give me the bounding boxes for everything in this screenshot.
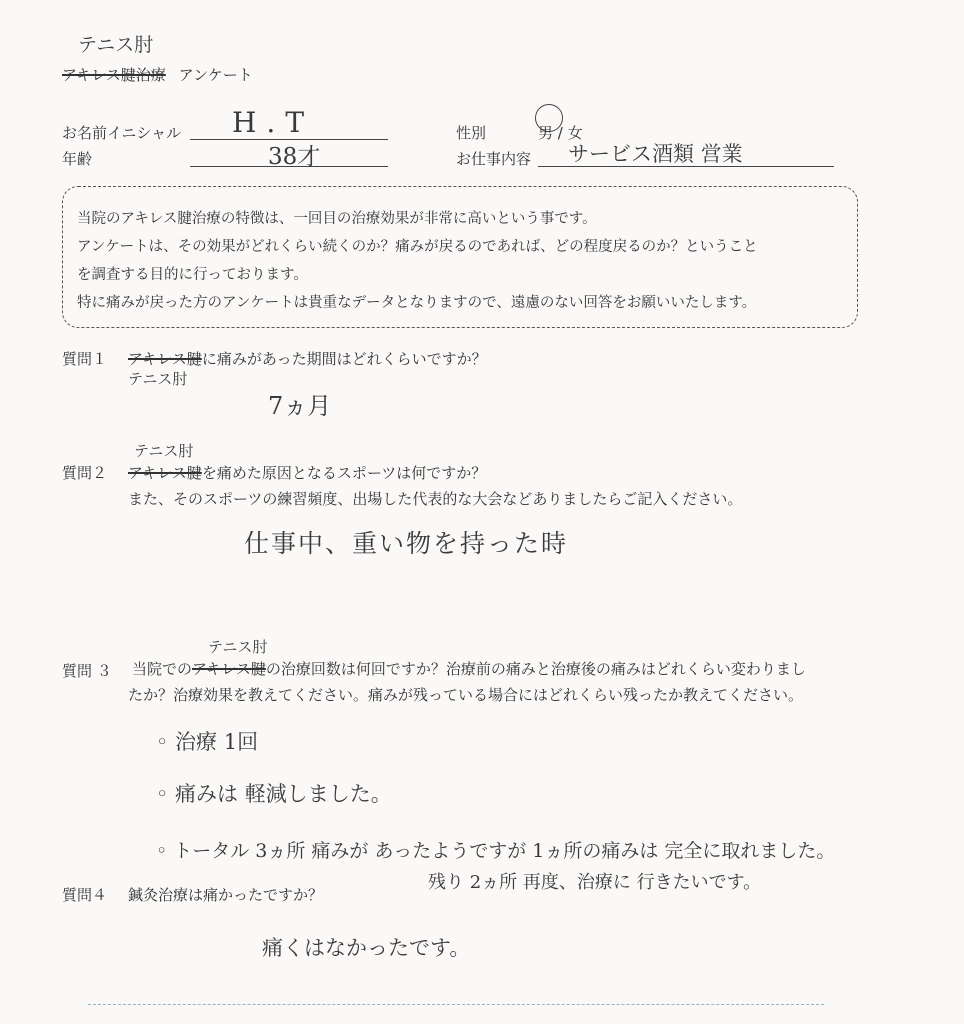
- q2-struck-text: アキレス腱: [128, 464, 202, 482]
- job-value: サービス酒類 営業: [568, 142, 743, 166]
- q1-correction: テニス肘: [128, 370, 188, 388]
- q4-answer: 痛くはなかったです。: [262, 936, 471, 960]
- gender-label: 性別: [456, 124, 487, 142]
- q3-question-line-2: たか？治療効果を教えてください。痛みが残っている場合にはどれくらい残ったか教えてください。: [128, 686, 804, 704]
- title-suffix: アンケート: [178, 66, 253, 84]
- q2-question-line-2: また、そのスポーツの練習頻度、出場した代表的な大会などありましたらご記入ください。: [128, 490, 743, 508]
- age-underline: [190, 166, 388, 167]
- gender-separator: /: [557, 124, 563, 142]
- title-correction: テニス肘: [78, 34, 154, 56]
- title-struck-text: アキレス腱治療: [62, 66, 166, 84]
- q2-text: を痛めた原因となるスポーツは何ですか？: [201, 464, 487, 482]
- q1-text: に痛みがあった期間はどれくらいですか？: [201, 350, 487, 368]
- q2-label: 質問２: [62, 464, 108, 482]
- q3-question: [132, 658, 806, 679]
- q3-prefix: 当院での: [132, 660, 193, 678]
- q2-question: [128, 462, 486, 483]
- q1-answer: 7ヵ月: [268, 392, 332, 420]
- notice-line-1: 当院のアキレス腱治療の特徴は、一回目の治療効果が非常に高いという事です。: [77, 211, 597, 227]
- notice-box: [62, 186, 858, 328]
- q2-answer: 仕事中、重い物を持った時: [244, 529, 569, 558]
- q4-question: 鍼灸治療は痛かったですか？: [128, 886, 324, 904]
- q3-answer-3: ◦ トータル 3ヵ所 痛みが あったようですが 1ヵ所の痛みは 完全に取れました。: [156, 840, 836, 862]
- job-underline: [538, 166, 834, 167]
- q4-label: 質問４: [62, 886, 108, 904]
- gender-female: 女: [567, 124, 583, 142]
- age-label: 年齢: [62, 150, 93, 168]
- age-value: 38才: [268, 144, 321, 170]
- page-title: [62, 64, 253, 85]
- notice-line-3: を調査する目的に行っております。: [77, 267, 308, 283]
- q1-struck-text: アキレス腱: [128, 350, 202, 368]
- q1-label: 質問１: [62, 350, 108, 368]
- job-label: お仕事内容: [456, 150, 532, 168]
- initials-label: お名前イニシャル: [62, 124, 182, 142]
- gender-male: 男: [538, 124, 554, 142]
- q3-answer-continued: 残り 2ヵ所 再度、治療に 行きたいです。: [428, 872, 762, 893]
- q2-correction: テニス肘: [134, 442, 194, 460]
- q1-question: [128, 348, 487, 369]
- bottom-divider: [88, 1004, 824, 1005]
- q3-text: の治療回数は何回ですか？治療前の痛みと治療後の痛みはどれくらい変わりまし: [265, 660, 806, 678]
- initials-value: H.T: [232, 106, 314, 139]
- q3-label: 質問 ３: [62, 662, 112, 680]
- q3-answer-1: ◦ 治療 1回: [156, 730, 259, 754]
- notice-line-4: 特に痛みが戻った方のアンケートは貴重なデータとなりますので、遠慮のない回答をお願いいたします。: [77, 295, 757, 311]
- q3-answer-2: ◦ 痛みは 軽減しました。: [156, 782, 392, 806]
- notice-line-2: アンケートは、その効果がどれくらい続くのか？痛みが戻るのであれば、どの程度戻るのか？ということ: [77, 239, 758, 255]
- q3-struck-text: アキレス腱: [192, 660, 266, 678]
- q3-correction: テニス肘: [208, 638, 268, 656]
